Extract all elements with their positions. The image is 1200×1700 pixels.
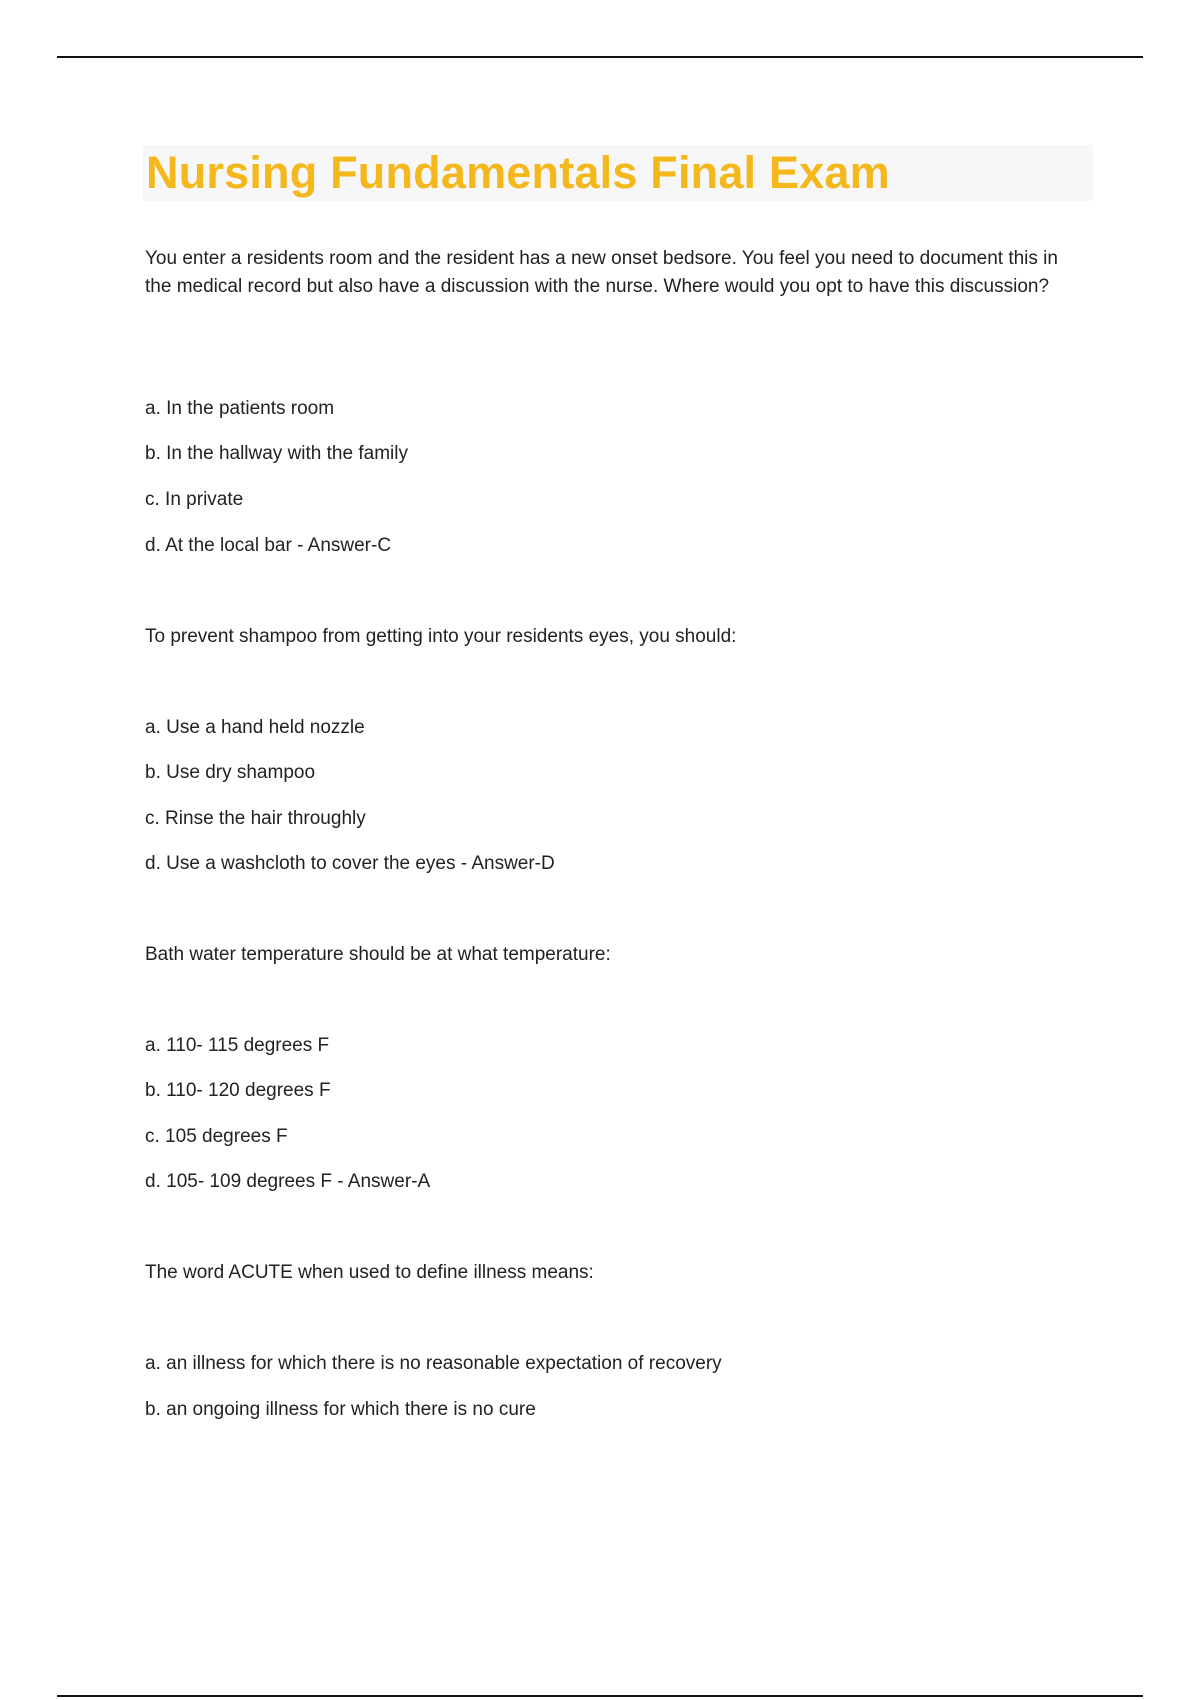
question-4-text: The word ACUTE when used to define illness means:	[145, 1262, 594, 1283]
question-3-option-a: a. 110- 115 degrees F	[145, 1035, 330, 1056]
question-1-option-d: d. At the local bar - Answer-C	[145, 535, 392, 556]
question-2-text: To prevent shampoo from getting into your residents eyes, you should:	[145, 626, 737, 647]
question-1-option-a: a. In the patients room	[145, 398, 335, 419]
question-1-option-b: b. In the hallway with the family	[145, 443, 408, 464]
question-1-option-c: c. In private	[145, 489, 244, 510]
question-1-text: You enter a residents room and the resident has a new onset bedsore. You feel you need to document this in the medical record but also have a discussion with the nurse. Where would you opt to have this discussion?	[145, 248, 1058, 297]
question-3-option-b: b. 110- 120 degrees F	[145, 1080, 331, 1101]
question-3-option-d: d. 105- 109 degrees F - Answer-A	[145, 1171, 431, 1192]
document-title: Nursing Fundamentals Final Exam	[146, 147, 890, 198]
question-4-option-a: a. an illness for which there is no reasonable expectation of recovery	[145, 1353, 722, 1374]
question-2-option-a: a. Use a hand held nozzle	[145, 717, 365, 738]
question-2-option-d: d. Use a washcloth to cover the eyes - Answer-D	[145, 853, 555, 874]
question-4-option-b: b. an ongoing illness for which there is no cure	[145, 1399, 536, 1420]
question-3-text: Bath water temperature should be at what temperature:	[145, 944, 611, 965]
question-2-option-b: b. Use dry shampoo	[145, 762, 316, 783]
top-rule	[57, 56, 1143, 58]
question-2-option-c: c. Rinse the hair throughly	[145, 808, 366, 829]
bottom-rule	[57, 1695, 1143, 1697]
question-3-option-c: c. 105 degrees F	[145, 1126, 288, 1147]
